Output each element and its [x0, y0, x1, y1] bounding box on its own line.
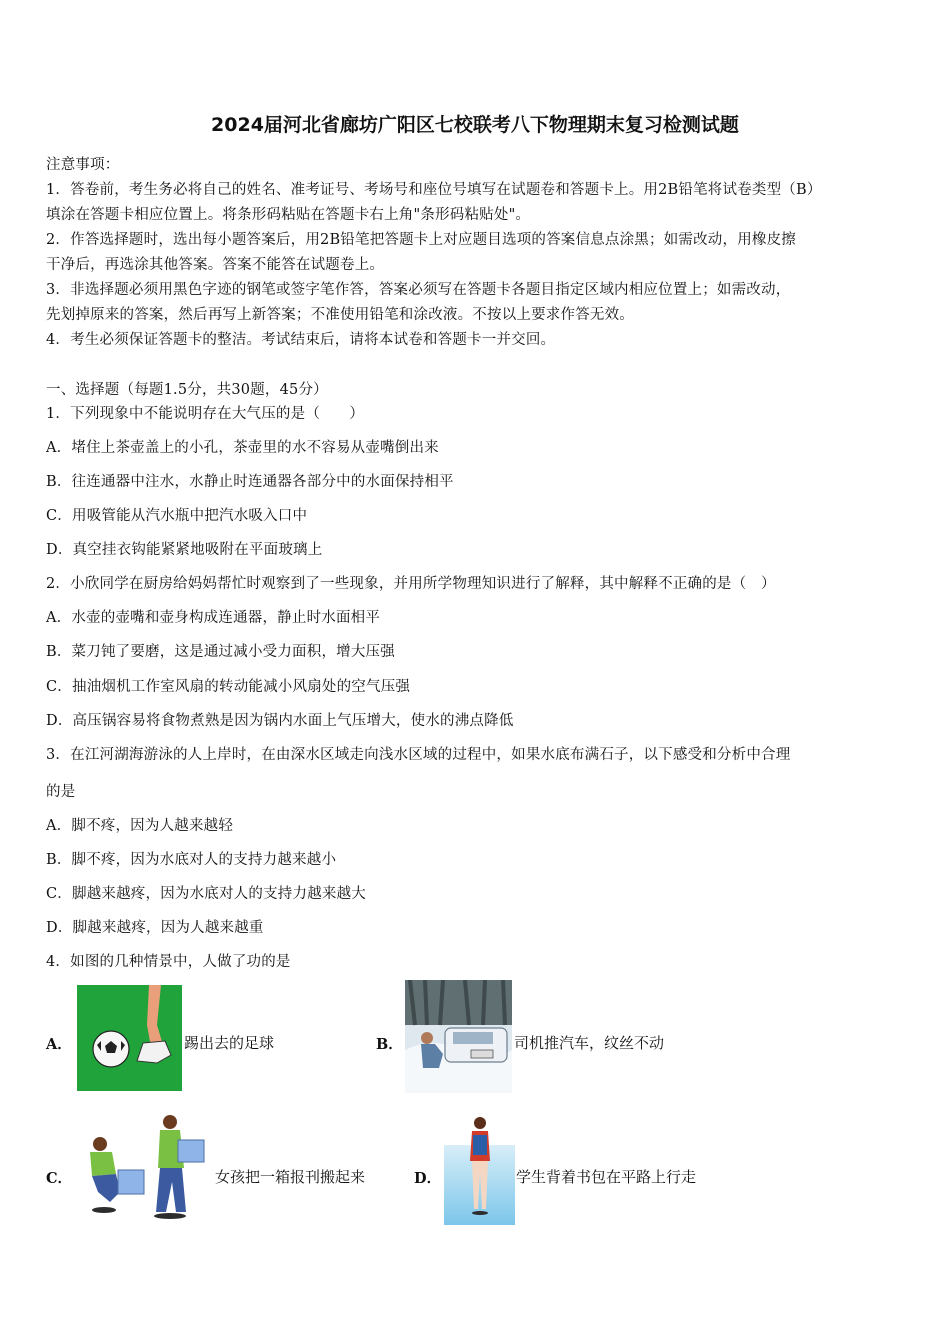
option-c: C．脚越来越疼，因为水底对人的支持力越来越大 — [46, 886, 366, 902]
option-c: C．用吸管能从汽水瓶中把汽水吸入口中 — [46, 508, 308, 524]
question-stem: 4．如图的几种情景中，人做了功的是 — [46, 954, 291, 970]
question-stem-continued: 的是 — [46, 784, 76, 800]
option-a: A．堵住上茶壶盖上的小孔，茶壶里的水不容易从壶嘴倒出来 — [46, 440, 439, 456]
option-c: C．抽油烟机工作室风扇的转动能减小风扇处的空气压强 — [46, 679, 411, 695]
option-d-label: D． — [414, 1170, 442, 1187]
option-b-caption: 司机推汽车，纹丝不动 — [514, 1034, 665, 1052]
option-b: B．菜刀钝了要磨，这是通过减小受力面积，增大压强 — [46, 644, 395, 660]
student-walking-image — [444, 1113, 515, 1225]
push-car-image — [405, 980, 512, 1093]
option-c-caption: 女孩把一箱报刊搬起来 — [215, 1168, 366, 1186]
section-heading: 一、选择题（每题1.5分，共30题，45分） — [46, 382, 328, 398]
option-d: D．真空挂衣钩能紧紧地吸附在平面玻璃上 — [46, 542, 323, 558]
option-d: D．脚越来越疼，因为人越来越重 — [46, 920, 264, 936]
option-a-caption: 踢出去的足球 — [184, 1034, 275, 1052]
question-stem: 1．下列现象中不能说明存在大气压的是（ ） — [46, 406, 365, 422]
option-b-label: B． — [376, 1036, 403, 1053]
option-d-caption: 学生背着书包在平路上行走 — [516, 1168, 697, 1186]
option-a-label: A． — [46, 1036, 72, 1053]
question-stem: 2．小欣同学在厨房给妈妈帮忙时观察到了一些现象，并用所学物理知识进行了解释，其中解释不正确的是（ ） — [46, 576, 776, 592]
option-a: A．脚不疼，因为人越来越轻 — [46, 818, 234, 834]
notice-line: 4．考生必须保证答题卡的整洁。考试结束后，请将本试卷和答题卡一并交回。 — [46, 332, 556, 348]
page-title: 2024届河北省廊坊广阳区七校联考八下物理期末复习检测试题 — [211, 114, 739, 136]
notice-line: 干净后，再选涂其他答案。答案不能答在试题卷上。 — [46, 257, 385, 273]
notice-line: 1．答卷前，考生务必将自己的姓名、准考证号、考场号和座位号填写在试题卷和答题卡上。用2B铅笔将试卷类型（B） — [46, 182, 822, 198]
notice-heading: 注意事项： — [46, 157, 120, 173]
option-b: B．脚不疼，因为水底对人的支持力越来越小 — [46, 852, 337, 868]
question-stem: 3．在江河湖海游泳的人上岸时，在由深水区域走向浅水区域的过程中，如果水底布满石子，以下感受和分析中合理 — [46, 747, 791, 763]
girl-lifting-box-image — [80, 1112, 210, 1222]
notice-line: 3．非选择题必须用黑色字迹的钢笔或签字笔作答，答案必须写在答题卡各题目指定区域内相应位置上；如需改动， — [46, 282, 791, 298]
notice-line: 先划掉原来的答案，然后再写上新答案；不准使用铅笔和涂改液。不按以上要求作答无效。 — [46, 307, 634, 323]
notice-line: 2．作答选择题时，选出每小题答案后，用2B铅笔把答题卡上对应题目选项的答案信息点涂黑；如需改动，用橡皮擦 — [46, 232, 797, 248]
option-d: D．高压锅容易将食物煮熟是因为锅内水面上气压增大，使水的沸点降低 — [46, 713, 514, 729]
soccer-kick-image — [77, 985, 182, 1091]
notice-line: 填涂在答题卡相应位置上。将条形码粘贴在答题卡右上角"条形码粘贴处"。 — [46, 207, 531, 223]
option-b: B．往连通器中注水，水静止时连通器各部分中的水面保持相平 — [46, 474, 454, 490]
option-c-label: C． — [46, 1170, 73, 1187]
option-a: A．水壶的壶嘴和壶身构成连通器，静止时水面相平 — [46, 610, 381, 626]
